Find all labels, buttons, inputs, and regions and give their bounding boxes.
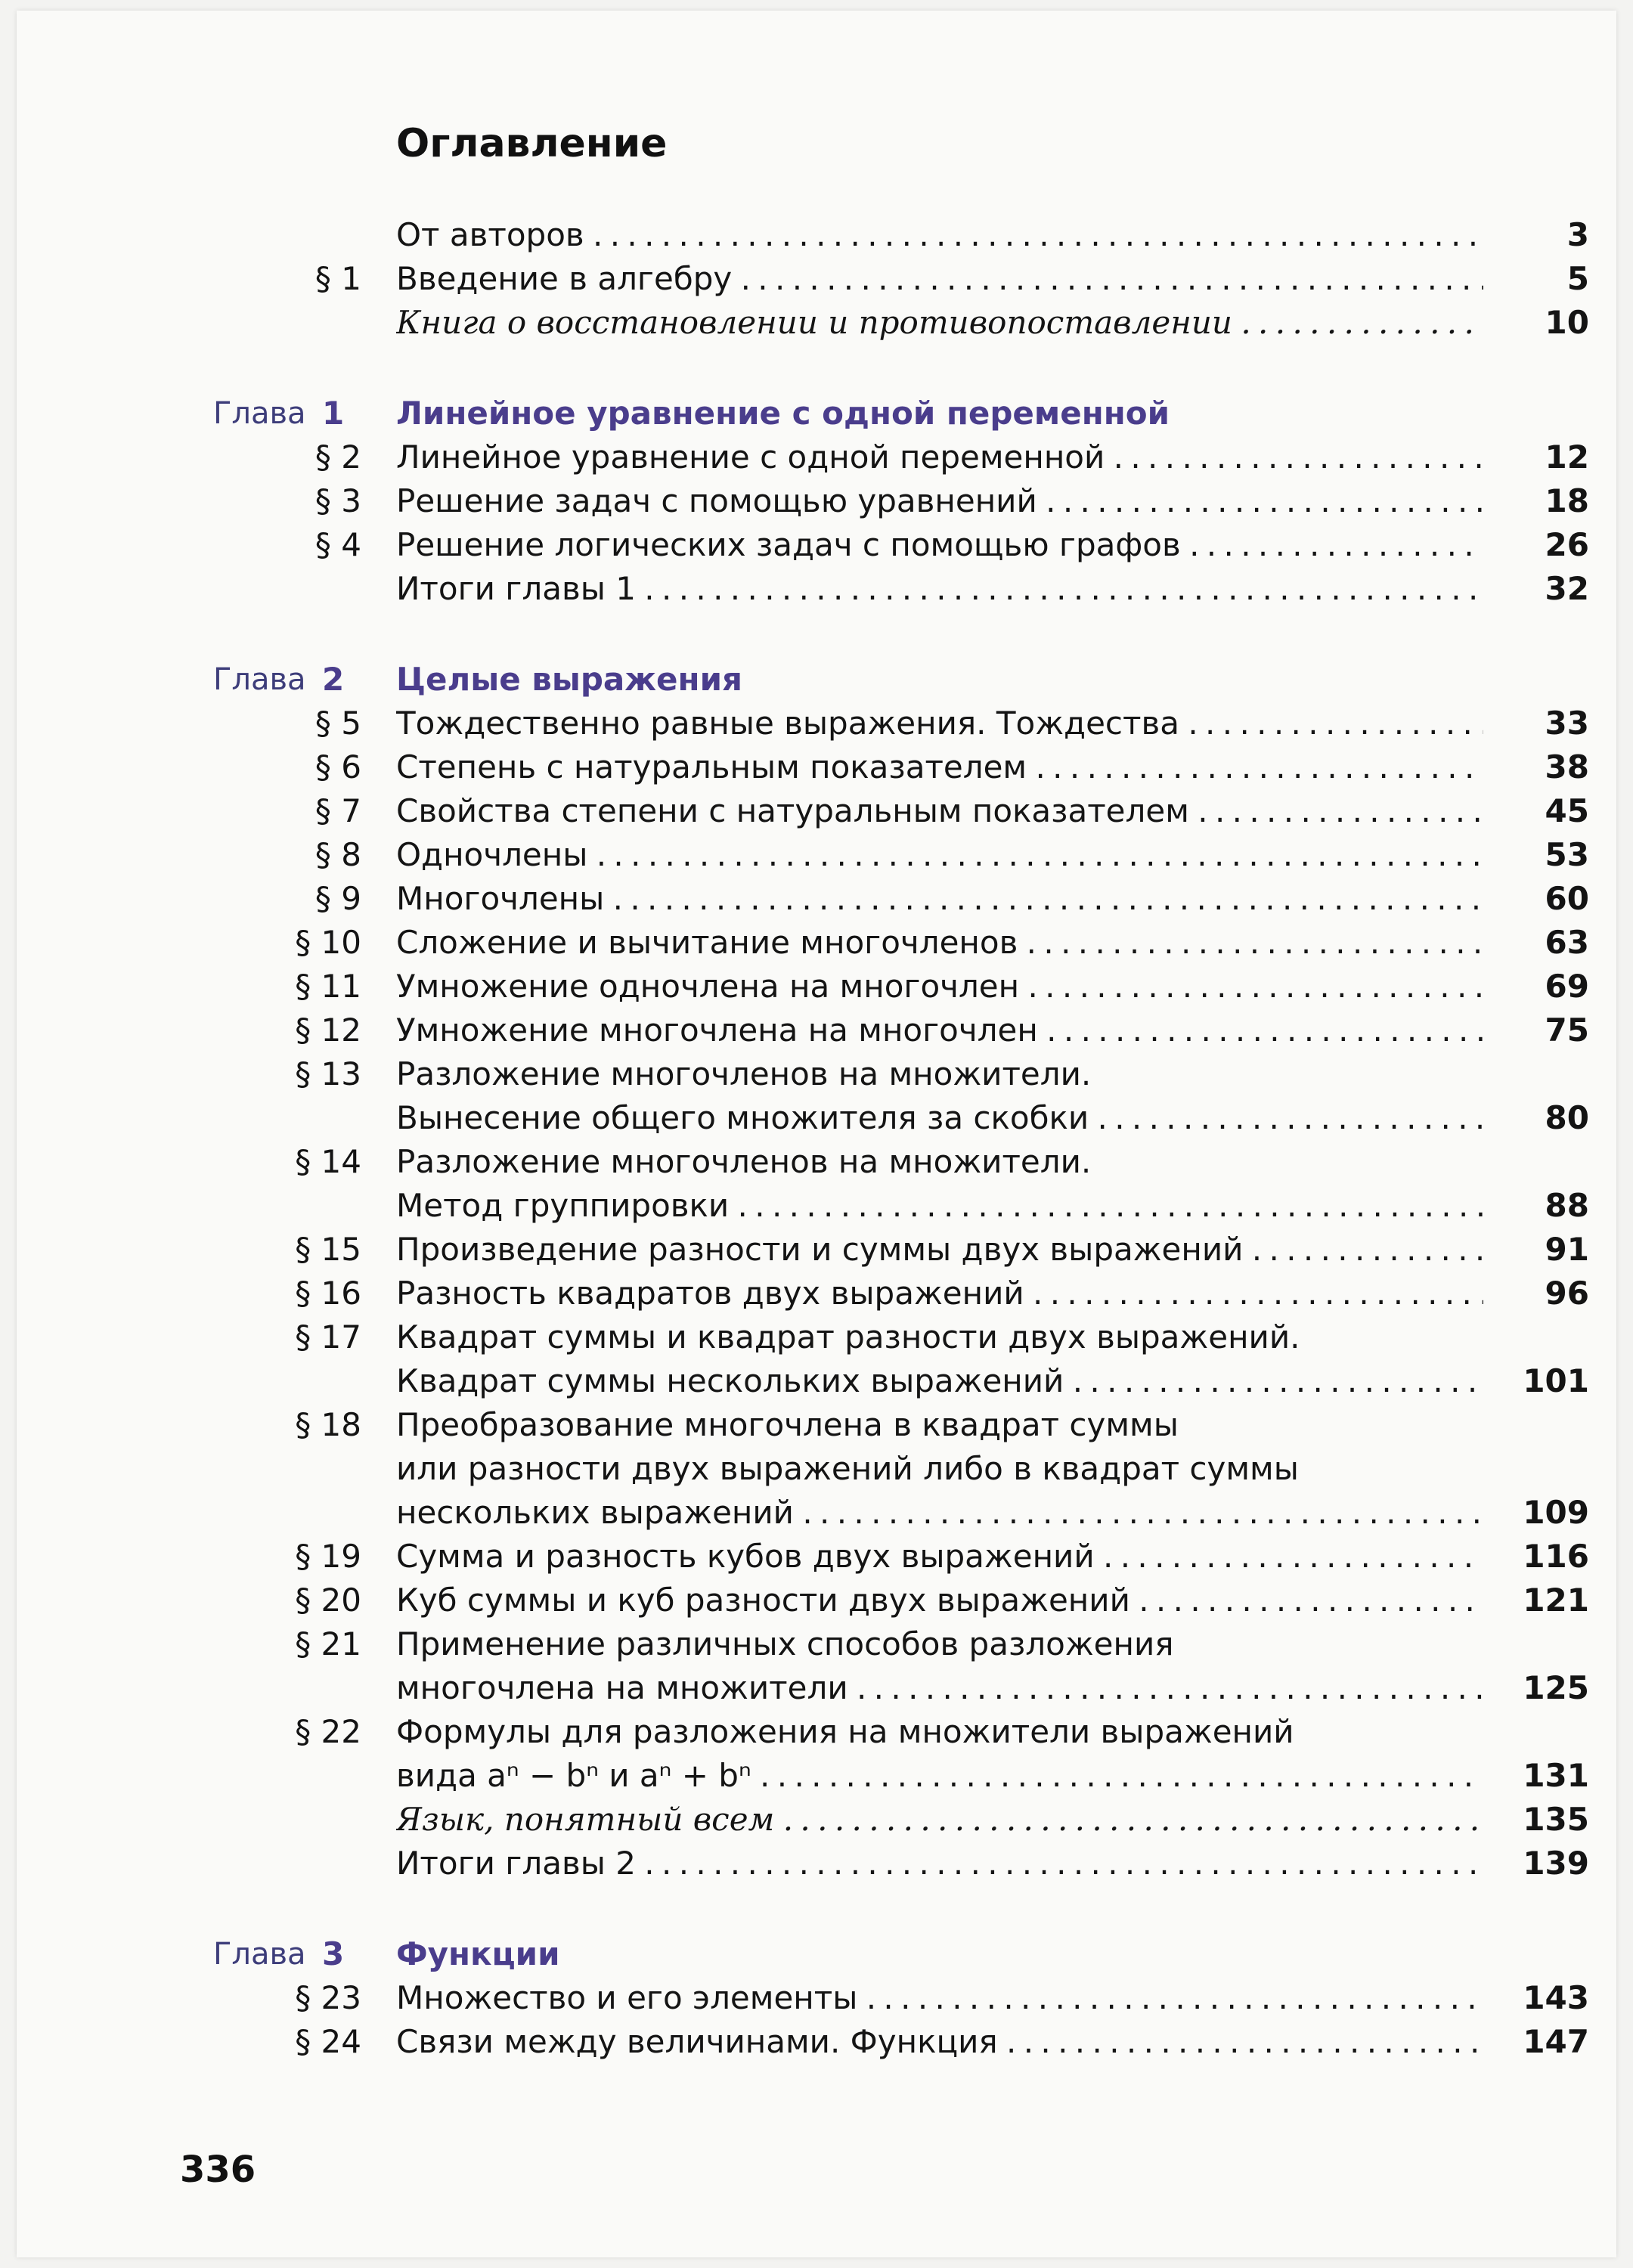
entry-title: Решение задач с помощью уравнений . . . (396, 479, 1483, 523)
entry-title: или разности двух выражений либо в квадрат суммы (396, 1450, 1299, 1487)
toc-entry (0, 1447, 1633, 1491)
entry-page: 121 (1523, 1582, 1589, 1619)
toc-entry (0, 1579, 1633, 1622)
chapter-word: Глава (213, 1937, 306, 1972)
entry-page: 3 (1566, 216, 1589, 253)
chapter-number: 2 (322, 661, 345, 698)
entry-page: 12 (1545, 438, 1589, 476)
entry-title: Квадрат суммы нескольких выражений . . . (396, 1359, 1483, 1403)
section-number: § 19 (295, 1538, 361, 1575)
entry-page: 26 (1545, 526, 1589, 563)
entry-title: Множество и его элементы . . . (396, 1976, 1483, 2020)
toc-entry (0, 1052, 1633, 1096)
entry-title: Применение различных способов разложения (396, 1625, 1174, 1662)
entry-page: 45 (1545, 792, 1589, 829)
page-number: 336 (180, 2149, 256, 2191)
entry-page: 69 (1545, 968, 1589, 1005)
section-number: § 18 (295, 1406, 361, 1443)
toc-entry (0, 1976, 1633, 2020)
entry-page: 125 (1523, 1669, 1589, 1706)
section-number: § 6 (315, 748, 361, 785)
toc-entry (0, 965, 1633, 1009)
entry-page: 131 (1523, 1757, 1589, 1794)
toc-entry (0, 1798, 1633, 1842)
chapter-word: Глава (213, 396, 306, 431)
entry-title: нескольких выражений . . . (396, 1491, 1483, 1535)
section-number: § 21 (295, 1625, 361, 1662)
entry-title: Решение логических задач с помощью графов . . . (396, 523, 1483, 567)
entry-title: От авторов . . . (396, 213, 1483, 257)
entry-page: 147 (1523, 2023, 1589, 2060)
toc-entry (0, 702, 1633, 745)
entry-title: Формулы для разложения на множители выражений (396, 1713, 1294, 1750)
toc-entry (0, 2020, 1633, 2064)
toc-entry (0, 523, 1633, 567)
entry-title: Тождественно равные выражения. Тождества . . . (396, 702, 1483, 745)
toc-entry (0, 1096, 1633, 1140)
entry-title: Одночлены . . . (396, 833, 1483, 877)
chapter-heading (0, 658, 1633, 702)
entry-title: Сумма и разность кубов двух выражений . . . (396, 1535, 1483, 1579)
entry-title: Линейное уравнение с одной переменной . . . (396, 435, 1483, 479)
entry-title: Разность квадратов двух выражений . . . (396, 1272, 1483, 1315)
section-number: § 12 (295, 1012, 361, 1049)
entry-page: 96 (1545, 1275, 1589, 1312)
entry-title: вида aⁿ − bⁿ и aⁿ + bⁿ . . . (396, 1754, 1483, 1798)
section-number: § 2 (315, 438, 361, 476)
toc-entry (0, 1272, 1633, 1315)
toc-entry (0, 1710, 1633, 1754)
entry-page: 63 (1545, 924, 1589, 961)
entry-title: Произведение разности и суммы двух выражений . . . (396, 1228, 1483, 1272)
entry-title: Введение в алгебру . . . (396, 257, 1483, 301)
entry-page: 53 (1545, 836, 1589, 873)
section-number: § 4 (315, 526, 361, 563)
toc-entry (0, 1184, 1633, 1228)
toc-entry (0, 1842, 1633, 1885)
entry-title: Свойства степени с натуральным показателем . . . (396, 789, 1483, 833)
toc-entry (0, 1140, 1633, 1184)
toc-entry (0, 877, 1633, 921)
entry-page: 60 (1545, 880, 1589, 917)
chapter-number: 3 (322, 1935, 345, 1972)
toc-entry (0, 921, 1633, 965)
entry-title: Разложение многочленов на множители. (396, 1143, 1092, 1180)
entry-title: Куб суммы и куб разности двух выражений . . . (396, 1579, 1483, 1622)
entry-title: Итоги главы 1 . . . (396, 567, 1483, 611)
toc-entry (0, 1491, 1633, 1535)
entry-page: 101 (1523, 1362, 1589, 1399)
entry-title: Связи между величинами. Функция . . . (396, 2020, 1483, 2064)
toc-entry (0, 257, 1633, 301)
entry-title: Книга о восстановлении и противопоставлении . . . (396, 301, 1483, 345)
section-number: § 14 (295, 1143, 361, 1180)
page-title: Оглавление (396, 121, 668, 166)
section-number: § 9 (315, 880, 361, 917)
toc-entry (0, 745, 1633, 789)
section-number: § 10 (295, 924, 361, 961)
section-number: § 5 (315, 705, 361, 742)
entry-page: 139 (1523, 1845, 1589, 1882)
section-number: § 23 (295, 1979, 361, 2016)
toc-entry (0, 1315, 1633, 1359)
toc-entry (0, 1009, 1633, 1052)
toc-entry (0, 1359, 1633, 1403)
entry-page: 38 (1545, 748, 1589, 785)
chapter-title: Функции (396, 1935, 560, 1972)
section-number: § 24 (295, 2023, 361, 2060)
toc-entry (0, 213, 1633, 257)
chapter-title: Линейное уравнение с одной переменной (396, 395, 1170, 432)
entry-title: Сложение и вычитание многочленов . . . (396, 921, 1483, 965)
entry-page: 10 (1545, 304, 1589, 341)
toc-entry (0, 1228, 1633, 1272)
section-number: § 13 (295, 1055, 361, 1092)
section-number: § 17 (295, 1318, 361, 1356)
chapter-heading (0, 1932, 1633, 1976)
section-number: § 7 (315, 792, 361, 829)
entry-title: Степень с натуральным показателем . . . (396, 745, 1483, 789)
entry-page: 109 (1523, 1494, 1589, 1531)
entry-title: Многочлены . . . (396, 877, 1483, 921)
toc-entry (0, 1666, 1633, 1710)
entry-title: Метод группировки . . . (396, 1184, 1483, 1228)
toc-entry (0, 435, 1633, 479)
entry-page: 80 (1545, 1099, 1589, 1136)
entry-page: 32 (1545, 570, 1589, 607)
section-number: § 11 (295, 968, 361, 1005)
toc-entry (0, 1622, 1633, 1666)
section-number: § 20 (295, 1582, 361, 1619)
entry-page: 116 (1523, 1538, 1589, 1575)
chapter-number: 1 (322, 395, 345, 432)
toc-entry (0, 833, 1633, 877)
entry-page: 88 (1545, 1187, 1589, 1224)
entry-title: Язык, понятный всем . . . (396, 1798, 1483, 1842)
entry-page: 143 (1523, 1979, 1589, 2016)
chapter-title: Целые выражения (396, 661, 742, 698)
entry-title: многочлена на множители . . . (396, 1666, 1483, 1710)
toc-entry (0, 1403, 1633, 1447)
entry-title: Вынесение общего множителя за скобки . . . (396, 1096, 1483, 1140)
entry-title: Итоги главы 2 . . . (396, 1842, 1483, 1885)
chapter-word: Глава (213, 662, 306, 697)
toc-entry (0, 479, 1633, 523)
entry-title: Квадрат суммы и квадрат разности двух выражений. (396, 1318, 1300, 1356)
entry-title: Разложение многочленов на множители. (396, 1055, 1092, 1092)
toc-entry (0, 301, 1633, 345)
entry-page: 75 (1545, 1012, 1589, 1049)
section-number: § 15 (295, 1231, 361, 1268)
entry-title: Преобразование многочлена в квадрат суммы (396, 1406, 1179, 1443)
entry-page: 18 (1545, 482, 1589, 519)
section-number: § 22 (295, 1713, 361, 1750)
toc-entry (0, 1754, 1633, 1798)
entry-title: Умножение многочлена на многочлен . . . (396, 1009, 1483, 1052)
toc-entry (0, 1535, 1633, 1579)
entry-page: 5 (1566, 260, 1589, 297)
section-number: § 8 (315, 836, 361, 873)
entry-page: 33 (1545, 705, 1589, 742)
section-number: § 1 (315, 260, 361, 297)
entry-page: 91 (1545, 1231, 1589, 1268)
entry-page: 135 (1523, 1801, 1589, 1838)
toc-entry (0, 567, 1633, 611)
chapter-heading (0, 392, 1633, 435)
entry-title: Умножение одночлена на многочлен . . . (396, 965, 1483, 1009)
toc-entry (0, 789, 1633, 833)
section-number: § 16 (295, 1275, 361, 1312)
section-number: § 3 (315, 482, 361, 519)
